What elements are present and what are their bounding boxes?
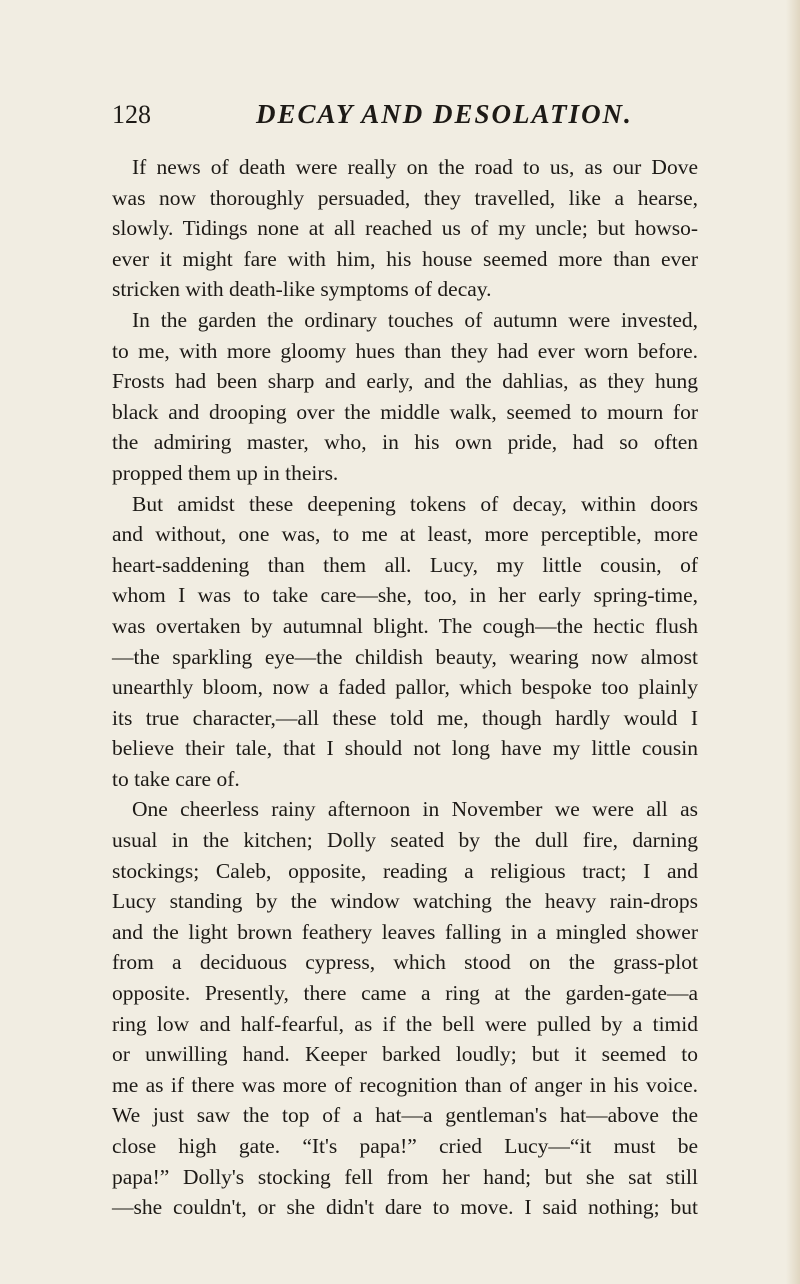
text-line: the admiring master, who, in his own pride, had so often bbox=[112, 430, 698, 455]
running-head: DECAY AND DESOLATION. bbox=[256, 99, 633, 129]
text-line: to me, with more gloomy hues than they had ever worn before. bbox=[112, 338, 698, 363]
text-line: papa!” Dolly's stocking fell from her hand; but she sat still bbox=[112, 1164, 698, 1189]
text-line: from a deciduous cypress, which stood on the grass-plot bbox=[112, 950, 698, 975]
page-header bbox=[0, 0, 800, 140]
text-line: slowly. Tidings none at all reached us of my uncle; but howso- bbox=[112, 216, 698, 241]
text-line: In the garden the ordinary touches of autumn were invested, bbox=[132, 307, 698, 332]
text-line: propped them up in theirs. bbox=[112, 460, 339, 485]
text-line: But amidst these deepening tokens of decay, within doors bbox=[132, 491, 698, 516]
text-line: was overtaken by autumnal blight. The cough—the hectic flush bbox=[112, 613, 698, 638]
text-line: black and drooping over the middle walk, seemed to mourn for bbox=[112, 399, 698, 424]
text-line: —she couldn't, or she didn't dare to move. I said nothing; but bbox=[112, 1195, 698, 1220]
text-line: If news of death were really on the road to us, as our Dove bbox=[132, 155, 698, 179]
text-line: stricken with death-like symptoms of decay. bbox=[112, 277, 492, 302]
text-line: Lucy standing by the window watching the heavy rain-drops bbox=[112, 889, 698, 914]
text-line: believe their tale, that I should not long have my little cousin bbox=[112, 736, 698, 761]
text-line: close high gate. “It's papa!” cried Lucy—“it must be bbox=[112, 1134, 698, 1158]
text-line: We just saw the top of a hat—a gentleman's hat—above the bbox=[112, 1103, 698, 1128]
text-line: Frosts had been sharp and early, and the dahlias, as they hung bbox=[112, 369, 698, 394]
text-line: and the light brown feathery leaves falling in a mingled shower bbox=[112, 919, 698, 944]
page-edge-shadow bbox=[786, 0, 800, 1284]
text-line: whom I was to take care—she, too, in her early spring-time, bbox=[112, 583, 698, 608]
text-line: One cheerless rainy afternoon in November we were all as bbox=[132, 797, 698, 822]
text-line: heart-saddening than them all. Lucy, my little cousin, of bbox=[112, 552, 698, 577]
page-number: 128 bbox=[112, 100, 151, 129]
text-line: was now thoroughly persuaded, they travelled, like a hearse, bbox=[112, 185, 698, 210]
body-text bbox=[112, 152, 698, 1223]
text-line: or unwilling hand. Keeper barked loudly; but it seemed to bbox=[112, 1042, 698, 1067]
text-line: opposite. Presently, there came a ring at the garden-gate—a bbox=[112, 981, 698, 1006]
text-line: usual in the kitchen; Dolly seated by the dull fire, darning bbox=[112, 828, 698, 853]
text-line: to take care of. bbox=[112, 766, 240, 791]
text-line: —the sparkling eye—the childish beauty, wearing now almost bbox=[112, 644, 698, 669]
text-line: and without, one was, to me at least, more perceptible, more bbox=[112, 522, 698, 547]
text-line: ring low and half-fearful, as if the bell were pulled by a timid bbox=[112, 1011, 698, 1036]
text-line: stockings; Caleb, opposite, reading a religious tract; I and bbox=[112, 858, 698, 883]
text-line: ever it might fare with him, his house seemed more than ever bbox=[112, 246, 698, 271]
text-line: unearthly bloom, now a faded pallor, which bespoke too plainly bbox=[112, 675, 698, 700]
text-line: me as if there was more of recognition than of anger in his voice. bbox=[112, 1072, 698, 1097]
text-line: its true character,—all these told me, though hardly would I bbox=[112, 705, 698, 730]
